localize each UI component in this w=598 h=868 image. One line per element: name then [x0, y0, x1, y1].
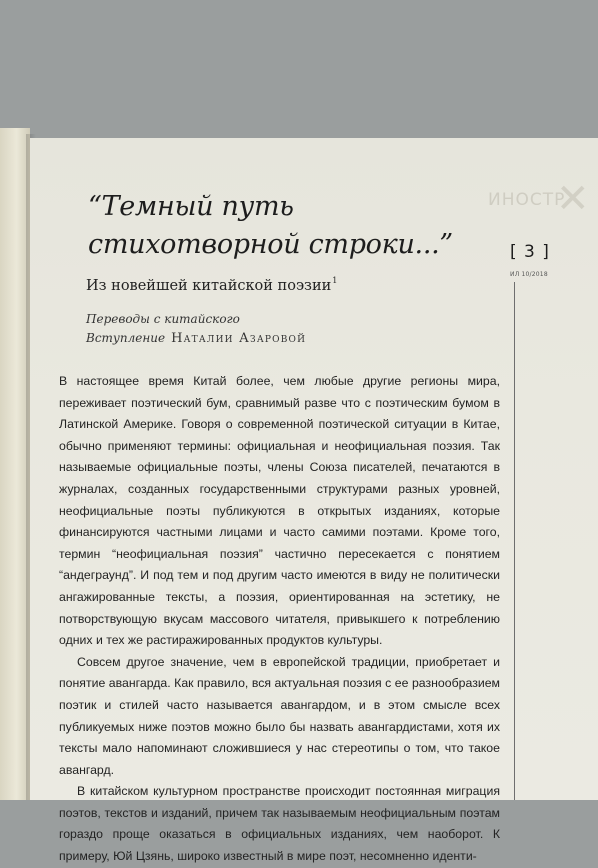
article-credits [86, 310, 306, 348]
paragraph: В китайском культурном пространстве происходит постоянная миграция поэтов, текстов и изданий, причем так называемым неофициальным поэтам гораздо проще оказаться в официальных изданиях, чем наоборот. К примеру, Юй Цзянь, широко известный в мире поэт, несомненно иденти- [59, 784, 500, 864]
show-through-text: ИНОСТР [488, 190, 566, 210]
footnote-marker: 1 [332, 276, 338, 285]
intro-label: Вступление [86, 331, 166, 345]
intro-credit [86, 329, 306, 348]
translations-credit: Переводы с китайского [86, 312, 240, 326]
page-number: [ 3 ] [510, 242, 550, 262]
intro-author: Наталии Азаровой [171, 331, 307, 346]
subtitle-text: Из новейшей китайской поэзии [86, 278, 332, 294]
issue-label: ИЛ 10/2018 [510, 271, 548, 278]
article-body [59, 371, 500, 868]
paragraph: Совсем другое значение, чем в европейской традиции, приобретает и понятие авангарда. Как правило, вся актуальная поэзия с ее разнообразием поэтик и стилей часто называется авангардом, и в этом смысле всех публикуемых ниже поэтов можно было бы назвать авангардистами, хотя их тексты мало напоминают сложившиеся у нас стереотипы о том, что такое авангард. [59, 654, 500, 777]
article-subtitle [86, 276, 337, 294]
paragraph: В настоящее время Китай более, чем любые другие регионы мира, переживает поэтический бум, сравнимый разве что с поэтическим бумом в Латинской Америке. Говоря о современной поэтической ситуации в Китае, обычно применяют термины: официальная и неофициальная поэзия. Так называемые официальные поэты, члены Союза писателей, печатаются в журналах, созданных государственными структурами разных уровней, неофициальные поэты публикуются в открытых изданиях, которые финансируются частными лицами и часто самими поэтами. Кроме того, термин “неофициальная поэзия” частично пересекается с понятием “андеграунд”. И под тем и под другим часто имеются в виду не политически ангажированные тексты, а поэзия, ориентированная на эстетику, не потворствующую вкусам массового читателя, привыкшего к потреблению одних и тех же растиражированных продуктов культуры. [59, 374, 500, 648]
margin-rule [514, 282, 515, 800]
show-through-mark: ✕ [556, 176, 590, 222]
article-title: “Темный путь стихотворной строки...” [88, 191, 453, 260]
